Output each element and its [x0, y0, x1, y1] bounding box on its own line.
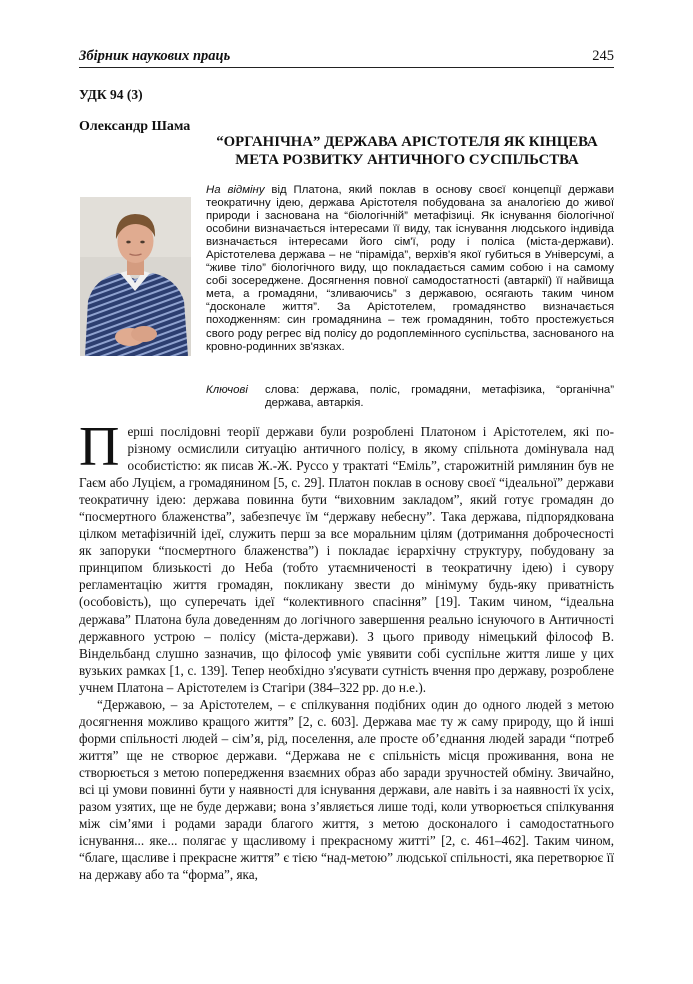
udc-code: УДК 94 (3) — [79, 87, 143, 102]
running-header — [79, 48, 614, 66]
article-title: “ОРГАНІЧНА” ДЕРЖАВА АРІСТОТЕЛЯ ЯК КІНЦЕВА МЕТА РОЗВИТКУ АНТИЧНОГО СУСПІЛЬСТВА — [216, 134, 598, 168]
author-name: Олександр Шама — [79, 119, 191, 134]
drop-cap: П — [79, 416, 120, 478]
keywords-text: слова: держава, поліс, громадяни, метафізика, “органічна” держава, автаркія. — [265, 384, 614, 410]
paragraph-1 — [79, 416, 614, 696]
abstract — [206, 184, 614, 354]
paragraph-2: “Державою, – за Арістотелем, – є спілкування подібних один до одного людей з метою досягнення можливо кращого життя” [2, с. 603]. Держава має ту ж саму природу, що й інші форми спільності людей – сім’я, рід, поселення, але просте об’єднання людей заради “потреб життя” ще не створює держави. “Держава не є спільність місця проживання, вона не створюється з метою попередження взаємних образ або заради зручностей обміну. Звичайно, всі ці умови повинні бути у наявності для існування держави, але навіть і за наявності їх усіх, разом узятих, ще не буде держави; вона з’являється лише тоді, коли утворюється спілкування між сім’ями і родами заради благого життя, з метою досконалого і самодостатнього існування... яке... полягає у щасливому і прекрасному житті” [2, с. 461–462]. Таким чином, “благе, щасливе і прекрасне життя” є тією “над-метою” людської спільності, яка перетворює її на державу або та “форма”, яка, — [79, 696, 614, 883]
article-body — [79, 416, 614, 883]
page-number: 245 — [592, 48, 614, 64]
abstract-lead-in: На відміну — [206, 184, 265, 196]
abstract-text: від Платона, який поклав в основу своєї концепції держави теократичну ідею, держава Арістотеля побудована за аналогією до живої природи і заснована на “біологічній” метафізиці. Як існування біологічної особини визначається інтересами її виду, так існування людського індивіда визначається інтересами його сім'ї, роду і поліса (міста-держави). Арістотелева держава – не “піраміда”, верхів'я якої губиться в Універсумі, а “живе тіло” біологічного виду, що покладається самим собою і на самому собі зосереджене. Досягнення повної самодостатності (автаркії) її найвища мета, а громадяни, “зливаючись” з державою, осягають таким чином “досконале життя”. За Арістотелем, громадянство визначається походженням: син громадянина – теж громадянин, тобто простежується свого роду регрес від полісу до родоплемінного суспільства, заснованого на кровно-родинних зв'язках. — [206, 184, 614, 353]
author-portrait-image — [80, 197, 191, 356]
author-photo — [80, 197, 191, 356]
keywords-label: Ключові — [206, 384, 248, 396]
paragraph-1-text: ерші послідовні теорії держави були розроблені Платоном і Арістотелем, які по-різному осмислили ситуацію античного полісу, в якому спільнота домінувала над особистістю: як писав Ж.-Ж. Руссо у трактаті “Еміль”, старожитній римлянин був не Гаєм або Луцієм, а громадянином [5, с. 29]. Платон поклав в основу своєї “ідеальної” держави теократичну ідею: держава повинна бути “виховним закладом”, який готує громадян до “посмертного блаженства”, забезпечує їм “державу небесну”. Така держава, підпорядкована цілком метафізичній ідеї, служить перш за все моральним цілям (дотримання доброчесності як запоруки “посмертного блаженства”) і покладає ієрархічну структуру, побудовану за принципом близькості до Неба (тобто утаємниченості в теократичну ідею) і сувору регламентацію життя громадян, покликану звести до мінімуму будь-яку приватність (особовість), що суперечать ідеї “колективного спасіння” [19]. Таким чином, “ідеальна держава” Платона була доведенням до логічного завершення реально існуючого в Античності державного устрою – полісу (міста-держави). З цього приводу німецький філософ В. Віндельбанд слушно зазначив, що філософ уміє увявити собі суспільне життя лише у цих вузьких рамках [1, с. 139]. Тепер необхідно з'ясувати сутність вчення про державу, розроблене учнем Платона – Арістотелем із Стагіри (384–322 рр. до н.е.). — [79, 424, 614, 695]
journal-title: Збірник наукових праць — [79, 48, 231, 64]
keywords — [206, 384, 614, 410]
header-rule — [79, 67, 614, 68]
